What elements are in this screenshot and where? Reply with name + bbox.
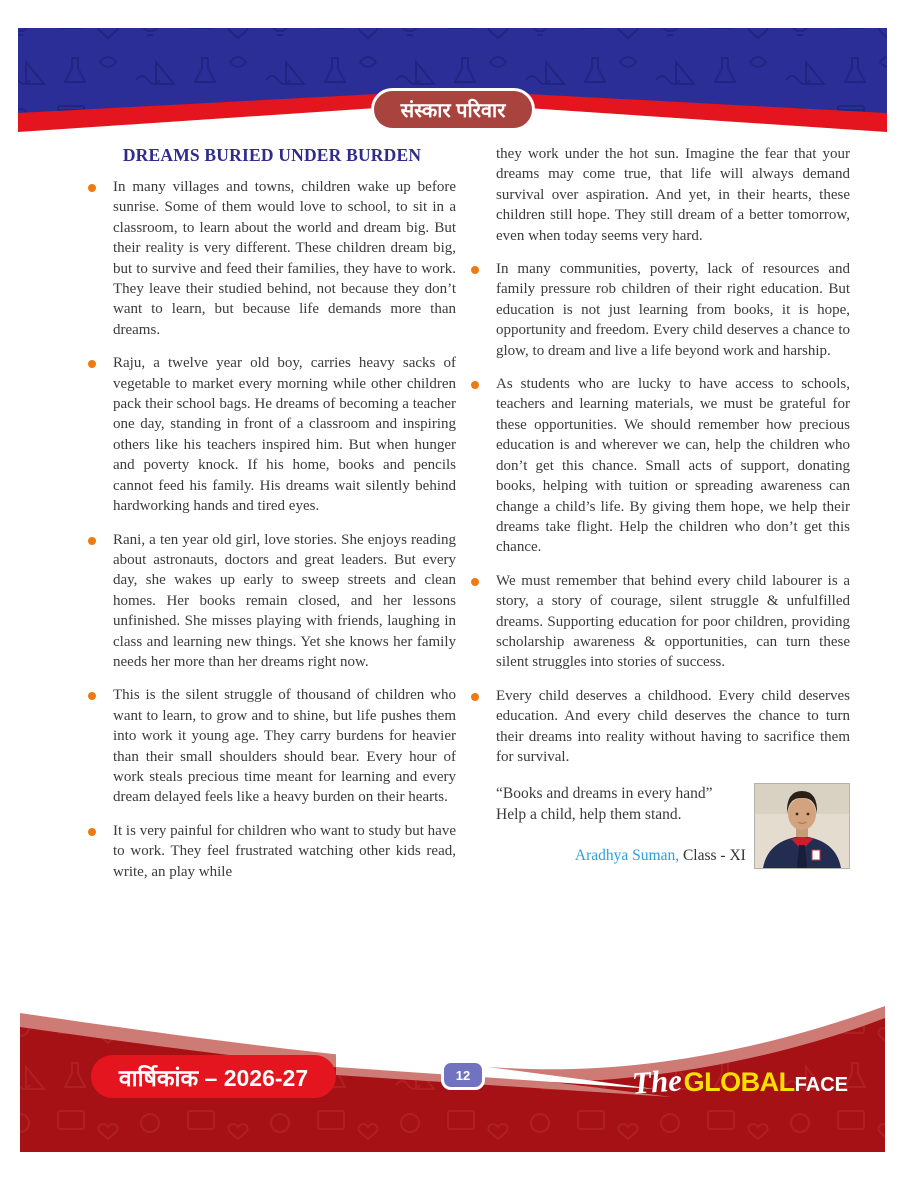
bullet-icon bbox=[88, 828, 96, 836]
paragraph-text: We must remember that behind every child labourer is a story, a story of courage, silent struggle & unfulfilled dreams. Supporting education for poor children, providing scholarship awareness & opportunities, can turn these silent struggles into stories of success. bbox=[496, 572, 850, 671]
bullet-paragraph bbox=[88, 821, 456, 882]
page-number: 12 bbox=[455, 1067, 471, 1083]
author-class: Class - XI bbox=[679, 847, 746, 865]
bullet-icon bbox=[471, 578, 479, 586]
bullet-paragraph bbox=[88, 685, 456, 807]
bullet-icon bbox=[88, 360, 96, 368]
author-attribution bbox=[496, 847, 746, 865]
bullet-icon bbox=[88, 692, 96, 700]
masthead-badge-label: संस्कार परिवार bbox=[400, 100, 506, 122]
paragraph-text: they work under the hot sun. Imagine the fear that your dreams may come true, that life will always demand survival over aspiration. And yet, in their hearts, these children still hope. They still dream of a better tomorrow, even when today seems very hard. bbox=[496, 146, 850, 244]
logo-the: The bbox=[630, 1062, 683, 1101]
masthead-badge bbox=[371, 88, 535, 131]
bullet-icon bbox=[471, 381, 479, 389]
quote-text bbox=[496, 783, 746, 869]
bullet-paragraph bbox=[88, 530, 456, 673]
article-body bbox=[88, 141, 850, 895]
paragraph-text: In many villages and towns, children wake up before sunrise. Some of them would love to school, to sit in a classroom, to learn about the world and dream big. But their reality is very different. These children dream big, but to survive and feed their families, they have to work. They leave their studied behind, not because they don’t want to learn, but because life demands more than dreams. bbox=[113, 179, 456, 338]
left-column bbox=[88, 141, 456, 895]
bullet-icon bbox=[471, 266, 479, 274]
paragraph-text: Raju, a twelve year old boy, carries heavy sacks of vegetable to market every morning while other children pack their school bags. He dreams of becoming a teacher one day, standing in front of a classroom and inspiring others like his teachers inspired him. But when hunger and poverty knock. If his home, books and pencils cannot feed his family. His dreams wait silently behind hardworking hands and tired eyes. bbox=[113, 355, 456, 515]
closing-quote-block bbox=[471, 783, 850, 869]
page-number-badge bbox=[441, 1060, 485, 1090]
paragraph-text: Rani, a ten year old girl, love stories. She enjoys reading about astronauts, doctors and great leaders. But every day, she wakes up early to sweep streets and clean homes. Her books remain closed, and her lessons unfinished. She misses playing with friends, laughing in class and learning new things. Yet she knows her family needs her more than her dreams right now. bbox=[113, 531, 456, 670]
bullet-paragraph bbox=[471, 571, 850, 673]
paragraph-text: Every child deserves a childhood. Every child deserves education. And every child deserves the chance to turn their dreams into reality without having to sacrifice them for survival. bbox=[496, 687, 850, 765]
bullet-icon bbox=[88, 537, 96, 545]
paragraph-text: As students who are lucky to have access to schools, teachers and learning materials, we must be grateful for these opportunities. We should remember how precious education is and wherever we can, help the children who don’t get this chance. Small acts of support, donating books, helping with tuition or spreading awareness can change a child’s life. By giving them hope, we help their dreams take flight. Help the children who don’t get this chance. bbox=[496, 376, 850, 556]
right-column bbox=[471, 141, 850, 895]
bullet-paragraph bbox=[471, 259, 850, 361]
quote-line-1: “Books and dreams in every hand” bbox=[496, 785, 713, 803]
article-title: DREAMS BURIED UNDER BURDEN bbox=[122, 145, 422, 165]
logo-face: FACE bbox=[794, 1074, 848, 1096]
student-photo bbox=[754, 783, 850, 869]
paragraph-text: This is the silent struggle of thousand of children who want to learn, to grow and to shine, but life pushes them into work it young age. They carry burdens for heavier than their small shoulders should bear. Every hour of work steals precious time meant for learning and every dream delayed feels like a heavy burden on their hearts. bbox=[113, 687, 456, 806]
bullet-paragraph bbox=[471, 374, 850, 558]
publication-logo bbox=[630, 1056, 848, 1101]
bullet-icon bbox=[471, 693, 479, 701]
continuation-paragraph bbox=[471, 144, 850, 246]
quote-line-2: Help a child, help them stand. bbox=[496, 806, 682, 824]
paragraph-text: In many communities, poverty, lack of resources and family pressure rob children of their right education. But education is not just learning from books, it is hope, opportunity and freedom. Every child deserves a chance to glow, to dream and live a life beyond work and harship. bbox=[496, 261, 850, 359]
student-portrait-illustration bbox=[755, 784, 850, 868]
edition-badge bbox=[91, 1055, 336, 1098]
logo-global: GLOBAL bbox=[683, 1067, 795, 1097]
edition-label: वार्षिकांक – 2026-27 bbox=[118, 1064, 309, 1091]
author-name: Aradhya Suman, bbox=[574, 847, 680, 865]
bullet-paragraph bbox=[88, 177, 456, 340]
bullet-icon bbox=[88, 184, 96, 192]
bullet-paragraph bbox=[471, 686, 850, 768]
bullet-paragraph bbox=[88, 353, 456, 516]
paragraph-text: It is very painful for children who want to study but have to work. They feel frustrated watching other kids read, write, an play while bbox=[113, 822, 456, 880]
